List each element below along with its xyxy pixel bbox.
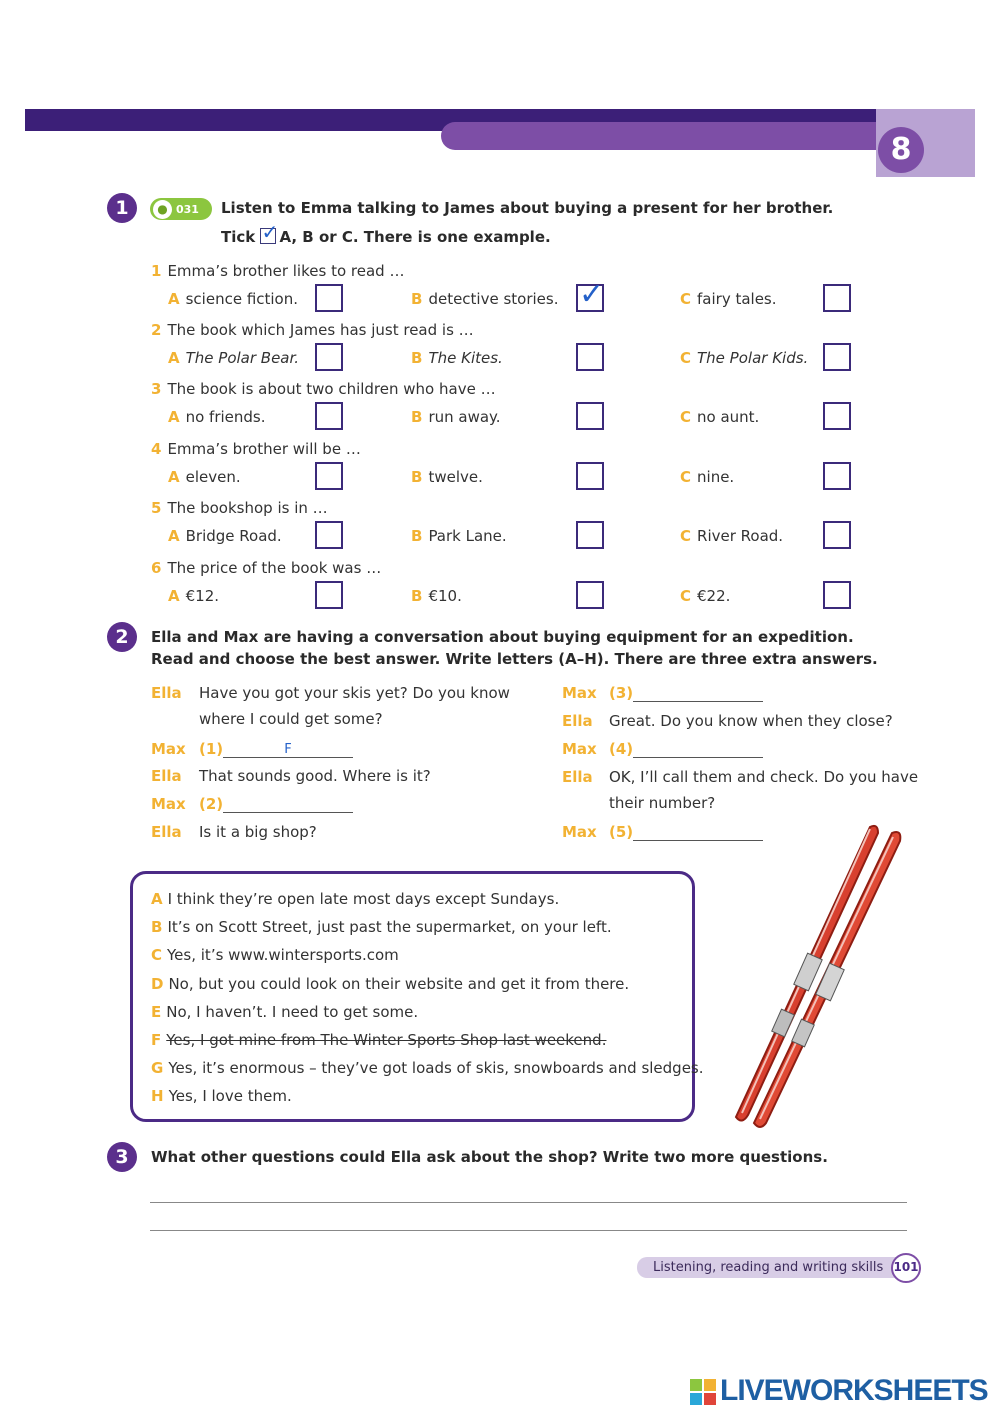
speaker-ella: Ella [151, 684, 182, 702]
option-letter: B [411, 587, 423, 605]
speaker-max: Max [562, 684, 597, 702]
question-number: 3 [151, 380, 162, 398]
option-4-b [411, 468, 483, 486]
option-3-b [411, 408, 501, 426]
answer-option-e [151, 1003, 418, 1021]
option-letter: A [168, 408, 180, 426]
answer-letter: E [151, 1002, 162, 1021]
speaker-max: Max [151, 740, 186, 758]
option-letter: B [411, 527, 423, 545]
question-text: Emma’s brother likes to read … [167, 262, 405, 280]
answer-gap-input[interactable] [223, 799, 353, 813]
exercise-1-instruction-line2 [221, 220, 551, 246]
checkbox-6-b[interactable] [576, 581, 604, 609]
option-text: run away. [428, 408, 501, 426]
answer-gap-input[interactable] [223, 744, 353, 758]
option-text: The Kites. [428, 349, 503, 367]
writing-line-2[interactable] [150, 1230, 907, 1231]
option-letter: A [168, 468, 180, 486]
answer-letter: H [151, 1087, 164, 1106]
footer-label: Listening, reading and writing skills [653, 1260, 884, 1275]
check-icon: ✓ [579, 277, 605, 312]
question-number: 2 [151, 321, 162, 339]
answer-gap-input[interactable] [633, 688, 763, 702]
question-number: 1 [151, 262, 162, 280]
option-1-a [168, 290, 298, 308]
answer-letter: C [151, 946, 163, 965]
checkbox-5-b[interactable] [576, 521, 604, 549]
option-4-a [168, 468, 241, 486]
option-1-b [411, 290, 559, 308]
answer-letter: B [151, 918, 163, 937]
gap-number: (5) [609, 823, 634, 841]
speaker-max: Max [562, 823, 597, 841]
option-6-b [411, 587, 462, 605]
question-text: The bookshop is in … [167, 499, 328, 517]
answer-text: Yes, it’s www.wintersports.com [167, 946, 399, 965]
question-4 [151, 440, 361, 458]
answer-option-d [151, 975, 629, 993]
option-letter: C [680, 349, 692, 367]
option-letter: C [680, 468, 692, 486]
speech-text: That sounds good. Where is it? [199, 767, 431, 785]
unit-number: 8 [878, 127, 924, 173]
answer-letter: G [151, 1059, 164, 1078]
answer-option-c [151, 946, 399, 964]
speech-text: OK, I’ll call them and check. Do you have [609, 768, 919, 786]
checkbox-1-a[interactable] [315, 284, 343, 312]
answer-option-a [151, 890, 559, 908]
option-5-c [680, 527, 783, 545]
option-letter: B [411, 349, 423, 367]
option-letter: B [411, 468, 423, 486]
speech-text: Is it a big shop? [199, 823, 317, 841]
answer-letter: F [151, 1031, 162, 1049]
answer-options-box [130, 871, 695, 1122]
page-number: 101 [891, 1253, 921, 1283]
question-5 [151, 499, 328, 517]
option-2-c [680, 349, 808, 367]
question-number: 4 [151, 440, 162, 458]
option-letter: B [411, 408, 423, 426]
speaker-ella: Ella [151, 823, 182, 841]
ski-right [754, 832, 900, 1127]
checkbox-6-c[interactable] [823, 581, 851, 609]
option-text: The Polar Kids. [697, 349, 809, 367]
option-2-b [411, 349, 503, 367]
option-letter: C [680, 587, 692, 605]
option-text: Park Lane. [428, 527, 507, 545]
question-2 [151, 321, 474, 339]
speaker-ella: Ella [562, 768, 593, 786]
exercise-2-instruction-line1: Ella and Max are having a conversation about buying equipment for an expedition. [151, 628, 854, 646]
checkbox-2-b[interactable] [576, 343, 604, 371]
question-text: The book which James has just read is … [167, 321, 474, 339]
speaker-max: Max [151, 795, 186, 813]
answer-option-b [151, 918, 612, 936]
option-6-a [168, 587, 219, 605]
option-text: The Polar Bear. [185, 349, 300, 367]
checkbox-3-b[interactable] [576, 402, 604, 430]
checkbox-3-a[interactable] [315, 402, 343, 430]
checkbox-4-c[interactable] [823, 462, 851, 490]
answer-option-f [151, 1031, 606, 1049]
option-5-b [411, 527, 507, 545]
option-letter: C [680, 408, 692, 426]
speaker-max: Max [562, 740, 597, 758]
question-text: The book is about two children who have … [167, 380, 496, 398]
answer-option-g [151, 1059, 704, 1077]
checkbox-2-a[interactable] [315, 343, 343, 371]
question-number: 5 [151, 499, 162, 517]
check-icon: ✓ [261, 220, 279, 244]
checkbox-3-c[interactable] [823, 402, 851, 430]
option-text: science fiction. [185, 290, 299, 308]
checkbox-6-a[interactable] [315, 581, 343, 609]
option-letter: A [168, 349, 180, 367]
option-text: River Road. [697, 527, 784, 545]
audio-track-number: 031 [176, 203, 199, 216]
tick-instruction-rest: A, B or C. There is one example. [279, 228, 551, 246]
option-text: no friends. [185, 408, 266, 426]
liveworksheets-logo-icon [690, 1379, 716, 1405]
question-text: Emma’s brother will be … [167, 440, 361, 458]
answer-text: No, I haven’t. I need to get some. [166, 1002, 419, 1021]
answer-text: Yes, it’s enormous – they’ve got loads of skis, snowboards and sledges. [168, 1059, 704, 1078]
answer-option-h [151, 1087, 292, 1105]
question-number: 6 [151, 559, 162, 577]
option-2-a [168, 349, 299, 367]
checkbox-2-c[interactable] [823, 343, 851, 371]
header-bar-light [441, 122, 886, 150]
option-letter: B [411, 290, 423, 308]
answer-gap-input[interactable] [633, 744, 763, 758]
option-text: twelve. [428, 468, 483, 486]
answer-text: Yes, I got mine from The Winter Sports Shop last weekend. [166, 1031, 607, 1049]
checkbox-5-a[interactable] [315, 521, 343, 549]
checkbox-1-b[interactable] [576, 277, 605, 312]
speech-text: Have you got your skis yet? Do you know [199, 684, 510, 702]
option-text: nine. [697, 468, 735, 486]
option-text: detective stories. [428, 290, 559, 308]
tick-word: Tick [221, 228, 256, 246]
option-letter: C [680, 527, 692, 545]
gap-number: (3) [609, 684, 634, 702]
option-3-c [680, 408, 759, 426]
gap-number: (1) [199, 740, 224, 758]
option-3-a [168, 408, 266, 426]
option-5-a [168, 527, 282, 545]
speaker-ella: Ella [151, 767, 182, 785]
exercise-3-instruction: What other questions could Ella ask about the shop? Write two more questions. [151, 1148, 828, 1166]
answer-letter: D [151, 974, 164, 993]
checkbox-4-b[interactable] [576, 462, 604, 490]
option-6-c [680, 587, 730, 605]
answer-text: It’s on Scott Street, just past the supermarket, on your left. [167, 918, 612, 937]
option-letter: C [680, 290, 692, 308]
answer-letter: A [151, 890, 163, 908]
speech-text-continued: their number? [609, 794, 716, 812]
option-letter: A [168, 587, 180, 605]
skis-illustration [720, 815, 915, 1130]
question-6 [151, 559, 381, 577]
answer-text: Yes, I love them. [168, 1087, 292, 1106]
speech-text: Great. Do you know when they close? [609, 712, 893, 730]
answer-text: No, but you could look on their website and get it from there. [168, 974, 630, 993]
exercise-2-number: 2 [107, 622, 137, 652]
exercise-1-instruction-line1: Listen to Emma talking to James about buying a present for her brother. [221, 199, 834, 217]
liveworksheets-logo-text: LIVEWORKSHEETS [720, 1374, 988, 1407]
gap-number: (4) [609, 740, 634, 758]
exercise-3-number: 3 [107, 1142, 137, 1172]
checkbox-5-c[interactable] [823, 521, 851, 549]
question-1 [151, 262, 404, 280]
ski-left [736, 826, 878, 1121]
option-text: no aunt. [697, 408, 760, 426]
gap-number: (2) [199, 795, 224, 813]
headphones-icon[interactable]: ● [153, 200, 172, 219]
checkbox-4-a[interactable] [315, 462, 343, 490]
answer-text: I think they’re open late most days except Sundays. [167, 890, 560, 908]
option-text: Bridge Road. [185, 527, 282, 545]
option-letter: A [168, 290, 180, 308]
option-text: €22. [697, 587, 731, 605]
writing-line-1[interactable] [150, 1202, 907, 1203]
question-3 [151, 380, 496, 398]
speaker-ella: Ella [562, 712, 593, 730]
option-text: €12. [185, 587, 220, 605]
option-4-c [680, 468, 734, 486]
option-1-c [680, 290, 777, 308]
option-text: €10. [428, 587, 462, 605]
example-tick-icon [260, 220, 279, 244]
exercise-1-number: 1 [107, 193, 137, 223]
liveworksheets-logo [690, 1373, 988, 1409]
speech-text-continued: where I could get some? [199, 710, 383, 728]
question-text: The price of the book was … [167, 559, 382, 577]
answer-gap-value: F [284, 742, 292, 757]
option-text: fairy tales. [697, 290, 777, 308]
option-letter: A [168, 527, 180, 545]
exercise-2-instruction-line2: Read and choose the best answer. Write letters (A–H). There are three extra answers. [151, 650, 878, 668]
checkbox-1-c[interactable] [823, 284, 851, 312]
option-text: eleven. [185, 468, 241, 486]
